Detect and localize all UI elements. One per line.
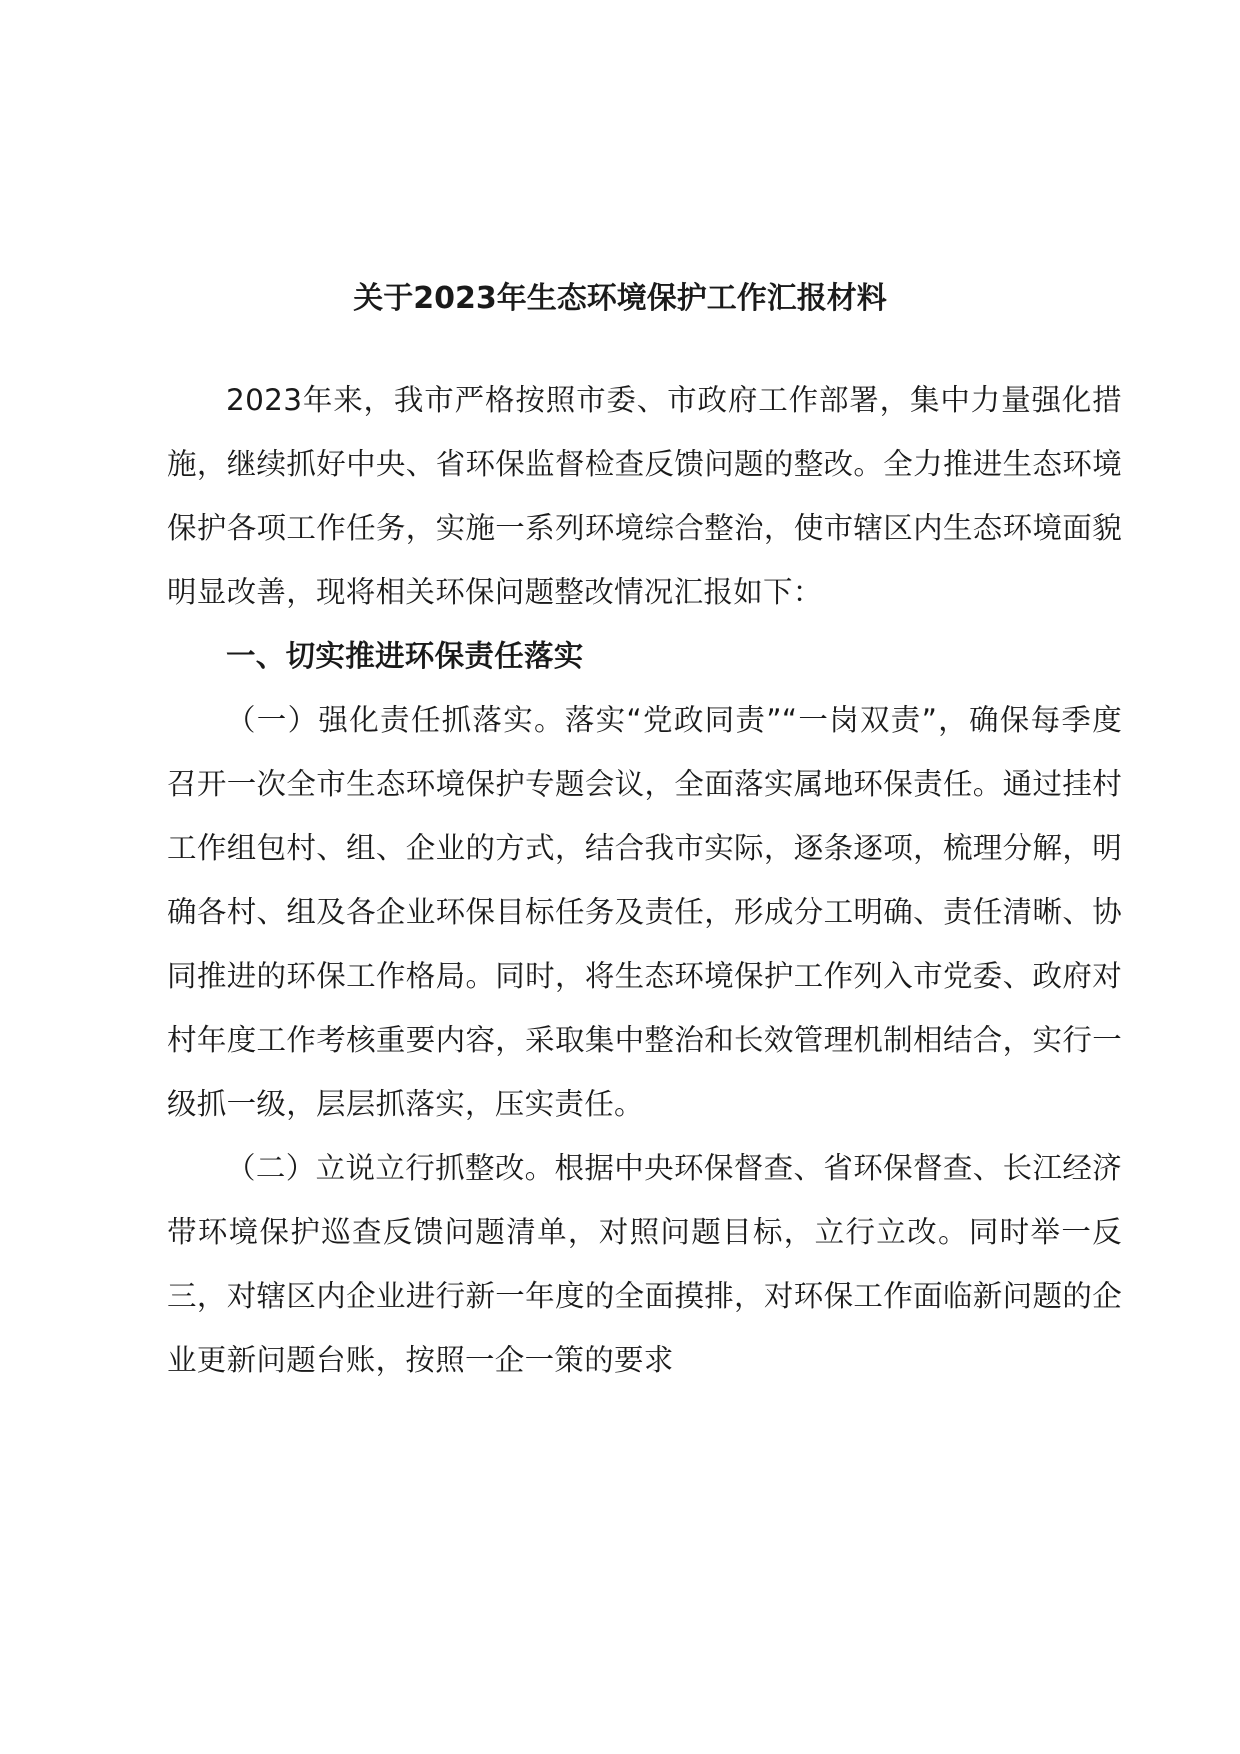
document-title: 关于2023年生态环境保护工作汇报材料 — [353, 281, 887, 316]
paragraph-rectification: （二）立说立行抓整改。根据中央环保督查、省环保督查、长江经济带环境保护巡查反馈问题清单，对照问题目标，立行立改。同时举一反三，对辖区内企业进行新一年度的全面摸排，对环保工作面临新问题的企业更新问题台账，按照一企一策的要求 — [167, 1151, 1122, 1377]
document-body — [167, 368, 1122, 1392]
paragraph-responsibility: （一）强化责任抓落实。落实“党政同责”“一岗双责”，确保每季度召开一次全市生态环境保护专题会议，全面落实属地环保责任。通过挂村工作组包村、组、企业的方式，结合我市实际，逐条逐项，梳理分解，明确各村、组及各企业环保目标任务及责任，形成分工明确、责任清晰、协同推进的环保工作格局。同时，将生态环境保护工作列入市党委、政府对村年度工作考核重要内容，采取集中整治和长效管理机制相结合，实行一级抓一级，层层抓落实，压实责任。 — [167, 703, 1122, 1121]
section-heading: 一、切实推进环保责任落实 — [226, 639, 584, 673]
intro-paragraph: 2023年来，我市严格按照市委、市政府工作部署，集中力量强化措施，继续抓好中央、省环保监督检查反馈问题的整改。全力推进生态环境保护各项工作任务，实施一系列环境综合整治，使市辖区内生态环境面貌明显改善，现将相关环保问题整改情况汇报如下： — [167, 383, 1122, 609]
